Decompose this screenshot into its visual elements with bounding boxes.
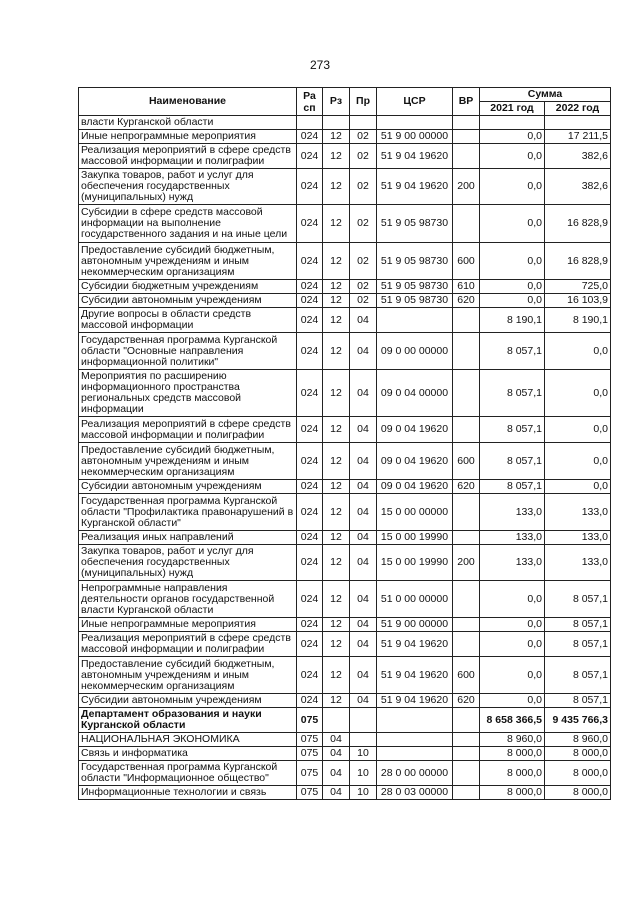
cell-csr: 09 0 00 00000 xyxy=(377,333,453,370)
cell-pr: 04 xyxy=(350,333,377,370)
table-row xyxy=(79,294,611,308)
cell-2022: 725,0 xyxy=(545,280,611,294)
table-row xyxy=(79,169,611,205)
cell-rasp: 024 xyxy=(297,294,323,308)
cell-2022: 0,0 xyxy=(545,333,611,370)
cell-2022: 8 057,1 xyxy=(545,657,611,694)
cell-pr: 04 xyxy=(350,443,377,480)
cell-2022: 16 103,9 xyxy=(545,294,611,308)
cell-name: Закупка товаров, работ и услуг для обеспечения государственных (муниципальных) нужд xyxy=(79,169,297,205)
cell-name: Предоставление субсидий бюджетным, автономным учреждениям и иным некоммерческим организациям xyxy=(79,243,297,280)
cell-2022: 0,0 xyxy=(545,480,611,494)
header-year-2021: 2021 год xyxy=(480,102,545,116)
table-row xyxy=(79,747,611,761)
cell-csr xyxy=(377,733,453,747)
cell-rasp: 024 xyxy=(297,205,323,243)
cell-pr: 02 xyxy=(350,294,377,308)
table-row xyxy=(79,144,611,169)
cell-rasp: 024 xyxy=(297,657,323,694)
cell-rz: 12 xyxy=(323,205,350,243)
cell-csr xyxy=(377,116,453,130)
table-row xyxy=(79,333,611,370)
cell-csr: 51 9 05 98730 xyxy=(377,294,453,308)
cell-pr: 04 xyxy=(350,581,377,618)
cell-rasp: 075 xyxy=(297,708,323,733)
cell-name: Реализация мероприятий в сфере средств массовой информации и полиграфии xyxy=(79,632,297,657)
cell-rasp: 024 xyxy=(297,632,323,657)
cell-2022: 0,0 xyxy=(545,370,611,417)
cell-2022: 133,0 xyxy=(545,545,611,581)
table-row xyxy=(79,657,611,694)
cell-pr xyxy=(350,733,377,747)
cell-rasp: 024 xyxy=(297,280,323,294)
cell-vr: 620 xyxy=(453,694,480,708)
table-row xyxy=(79,581,611,618)
header-name: Наименование xyxy=(79,88,297,116)
cell-2022: 16 828,9 xyxy=(545,243,611,280)
cell-rasp: 024 xyxy=(297,443,323,480)
cell-rz: 04 xyxy=(323,761,350,786)
table-row xyxy=(79,761,611,786)
cell-2021: 8 658 366,5 xyxy=(480,708,545,733)
cell-name: Другие вопросы в области средств массовой информации xyxy=(79,308,297,333)
cell-csr xyxy=(377,308,453,333)
cell-vr: 610 xyxy=(453,280,480,294)
cell-rasp: 024 xyxy=(297,618,323,632)
cell-2022: 0,0 xyxy=(545,417,611,443)
cell-vr xyxy=(453,618,480,632)
cell-2021: 0,0 xyxy=(480,280,545,294)
cell-rz: 12 xyxy=(323,632,350,657)
cell-vr: 620 xyxy=(453,294,480,308)
cell-rasp: 024 xyxy=(297,333,323,370)
cell-vr: 600 xyxy=(453,443,480,480)
table-row xyxy=(79,531,611,545)
cell-2021: 8 057,1 xyxy=(480,443,545,480)
cell-rasp: 075 xyxy=(297,747,323,761)
table-row xyxy=(79,280,611,294)
table-row xyxy=(79,370,611,417)
cell-2021: 8 190,1 xyxy=(480,308,545,333)
cell-rz: 12 xyxy=(323,144,350,169)
cell-2022: 382,6 xyxy=(545,169,611,205)
cell-csr: 51 9 04 19620 xyxy=(377,144,453,169)
cell-pr: 10 xyxy=(350,786,377,800)
cell-2022 xyxy=(545,116,611,130)
header-sum: Сумма xyxy=(480,88,611,102)
cell-rasp: 075 xyxy=(297,733,323,747)
budget-table xyxy=(78,87,611,800)
cell-csr: 51 9 00 00000 xyxy=(377,130,453,144)
cell-csr: 15 0 00 19990 xyxy=(377,545,453,581)
cell-rasp: 024 xyxy=(297,417,323,443)
header-rz: Рз xyxy=(323,88,350,116)
cell-name: Государственная программа Курганской области "Основные направления информационной политики" xyxy=(79,333,297,370)
cell-vr: 200 xyxy=(453,169,480,205)
cell-pr: 04 xyxy=(350,545,377,581)
cell-csr xyxy=(377,747,453,761)
cell-2022: 9 435 766,3 xyxy=(545,708,611,733)
cell-pr: 10 xyxy=(350,761,377,786)
cell-pr: 02 xyxy=(350,280,377,294)
cell-pr: 04 xyxy=(350,618,377,632)
cell-rz: 04 xyxy=(323,786,350,800)
cell-csr: 28 0 00 00000 xyxy=(377,761,453,786)
cell-vr xyxy=(453,531,480,545)
cell-name: Иные непрограммные мероприятия xyxy=(79,618,297,632)
table-row xyxy=(79,733,611,747)
table-row xyxy=(79,443,611,480)
cell-2021: 0,0 xyxy=(480,205,545,243)
cell-2022: 8 960,0 xyxy=(545,733,611,747)
cell-csr: 51 9 04 19620 xyxy=(377,169,453,205)
cell-2021: 8 057,1 xyxy=(480,370,545,417)
cell-rasp: 024 xyxy=(297,370,323,417)
cell-2021: 0,0 xyxy=(480,130,545,144)
cell-vr xyxy=(453,733,480,747)
cell-2022: 8 057,1 xyxy=(545,694,611,708)
cell-rz: 12 xyxy=(323,243,350,280)
cell-rz: 12 xyxy=(323,545,350,581)
cell-2022: 8 057,1 xyxy=(545,632,611,657)
cell-csr: 15 0 00 19990 xyxy=(377,531,453,545)
cell-pr: 02 xyxy=(350,205,377,243)
cell-2022: 8 000,0 xyxy=(545,747,611,761)
cell-name: Реализация мероприятий в сфере средств массовой информации и полиграфии xyxy=(79,417,297,443)
cell-vr xyxy=(453,632,480,657)
cell-rasp: 075 xyxy=(297,786,323,800)
cell-csr: 09 0 04 19620 xyxy=(377,480,453,494)
cell-csr: 09 0 04 00000 xyxy=(377,370,453,417)
header-csr: ЦСР xyxy=(377,88,453,116)
cell-rz: 12 xyxy=(323,694,350,708)
cell-rasp: 024 xyxy=(297,531,323,545)
cell-vr: 200 xyxy=(453,545,480,581)
cell-2021: 0,0 xyxy=(480,581,545,618)
cell-rz: 12 xyxy=(323,308,350,333)
cell-csr xyxy=(377,708,453,733)
cell-rz: 12 xyxy=(323,294,350,308)
cell-pr: 04 xyxy=(350,370,377,417)
cell-2021: 8 000,0 xyxy=(480,761,545,786)
cell-2021: 8 960,0 xyxy=(480,733,545,747)
table-row xyxy=(79,618,611,632)
cell-rasp: 024 xyxy=(297,243,323,280)
cell-pr: 02 xyxy=(350,169,377,205)
cell-rasp: 024 xyxy=(297,545,323,581)
page-number: 273 xyxy=(309,58,331,72)
cell-rasp: 075 xyxy=(297,761,323,786)
cell-2022: 382,6 xyxy=(545,144,611,169)
cell-vr xyxy=(453,747,480,761)
cell-vr xyxy=(453,494,480,531)
cell-2021: 0,0 xyxy=(480,694,545,708)
cell-vr xyxy=(453,333,480,370)
table-row xyxy=(79,417,611,443)
cell-rasp: 024 xyxy=(297,169,323,205)
cell-name: Субсидии автономным учреждениям xyxy=(79,294,297,308)
cell-csr: 51 0 00 00000 xyxy=(377,581,453,618)
table-row xyxy=(79,480,611,494)
cell-rz: 12 xyxy=(323,333,350,370)
cell-vr xyxy=(453,761,480,786)
cell-2021: 0,0 xyxy=(480,657,545,694)
cell-2021: 133,0 xyxy=(480,531,545,545)
table-row xyxy=(79,494,611,531)
cell-2022: 17 211,5 xyxy=(545,130,611,144)
cell-pr: 04 xyxy=(350,531,377,545)
cell-csr: 51 9 05 98730 xyxy=(377,205,453,243)
cell-2022: 133,0 xyxy=(545,531,611,545)
table-row xyxy=(79,632,611,657)
cell-vr xyxy=(453,417,480,443)
table-row xyxy=(79,116,611,130)
cell-name: Информационные технологии и связь xyxy=(79,786,297,800)
cell-rz: 04 xyxy=(323,747,350,761)
cell-rz xyxy=(323,708,350,733)
cell-pr: 02 xyxy=(350,243,377,280)
cell-name: Государственная программа Курганской области "Информационное общество" xyxy=(79,761,297,786)
cell-rz: 12 xyxy=(323,494,350,531)
cell-vr xyxy=(453,116,480,130)
cell-2021 xyxy=(480,116,545,130)
cell-csr: 51 9 00 00000 xyxy=(377,618,453,632)
cell-pr xyxy=(350,708,377,733)
cell-rz: 12 xyxy=(323,169,350,205)
cell-vr xyxy=(453,581,480,618)
cell-vr xyxy=(453,308,480,333)
cell-name: Предоставление субсидий бюджетным, автономным учреждениям и иным некоммерческим организациям xyxy=(79,443,297,480)
cell-vr: 620 xyxy=(453,480,480,494)
cell-rz: 12 xyxy=(323,370,350,417)
cell-pr xyxy=(350,116,377,130)
cell-rasp: 024 xyxy=(297,308,323,333)
table-row xyxy=(79,130,611,144)
cell-rz: 12 xyxy=(323,581,350,618)
cell-pr: 04 xyxy=(350,417,377,443)
cell-csr: 28 0 03 00000 xyxy=(377,786,453,800)
cell-name: власти Курганской области xyxy=(79,116,297,130)
cell-rz: 12 xyxy=(323,618,350,632)
cell-pr: 04 xyxy=(350,657,377,694)
cell-2021: 8 057,1 xyxy=(480,480,545,494)
cell-name: Мероприятия по расширению информационного пространства региональных средств массовой информации xyxy=(79,370,297,417)
cell-2022: 16 828,9 xyxy=(545,205,611,243)
cell-rasp: 024 xyxy=(297,581,323,618)
cell-pr: 04 xyxy=(350,694,377,708)
cell-csr: 09 0 04 19620 xyxy=(377,417,453,443)
cell-pr: 10 xyxy=(350,747,377,761)
cell-vr xyxy=(453,144,480,169)
cell-2021: 0,0 xyxy=(480,169,545,205)
table-row xyxy=(79,243,611,280)
cell-name: Субсидии автономным учреждениям xyxy=(79,480,297,494)
cell-name: Иные непрограммные мероприятия xyxy=(79,130,297,144)
cell-pr: 04 xyxy=(350,632,377,657)
cell-pr: 02 xyxy=(350,130,377,144)
cell-name: Реализация иных направлений xyxy=(79,531,297,545)
cell-vr xyxy=(453,708,480,733)
cell-vr xyxy=(453,130,480,144)
table-row xyxy=(79,308,611,333)
header-rasp: Ра сп xyxy=(297,88,323,116)
cell-2021: 8 000,0 xyxy=(480,747,545,761)
cell-2021: 8 057,1 xyxy=(480,333,545,370)
cell-vr xyxy=(453,205,480,243)
cell-rz: 12 xyxy=(323,531,350,545)
cell-2021: 133,0 xyxy=(480,545,545,581)
cell-csr: 51 9 04 19620 xyxy=(377,657,453,694)
cell-csr: 15 0 00 00000 xyxy=(377,494,453,531)
cell-csr: 51 9 05 98730 xyxy=(377,243,453,280)
cell-vr: 600 xyxy=(453,243,480,280)
header-pr: Пр xyxy=(350,88,377,116)
cell-csr: 51 9 04 19620 xyxy=(377,632,453,657)
cell-2022: 8 190,1 xyxy=(545,308,611,333)
cell-2022: 8 057,1 xyxy=(545,581,611,618)
cell-rasp: 024 xyxy=(297,130,323,144)
cell-csr: 51 9 05 98730 xyxy=(377,280,453,294)
cell-name: Субсидии в сфере средств массовой информации на выполнение государственного задания и на иные цели xyxy=(79,205,297,243)
cell-2022: 8 000,0 xyxy=(545,786,611,800)
cell-2022: 133,0 xyxy=(545,494,611,531)
cell-rz xyxy=(323,116,350,130)
header-vr: ВР xyxy=(453,88,480,116)
cell-csr: 09 0 04 19620 xyxy=(377,443,453,480)
cell-name: Реализация мероприятий в сфере средств массовой информации и полиграфии xyxy=(79,144,297,169)
cell-rz: 12 xyxy=(323,417,350,443)
cell-2021: 0,0 xyxy=(480,243,545,280)
cell-name: Закупка товаров, работ и услуг для обеспечения государственных (муниципальных) нужд xyxy=(79,545,297,581)
cell-pr: 04 xyxy=(350,494,377,531)
cell-pr: 04 xyxy=(350,480,377,494)
cell-2021: 0,0 xyxy=(480,294,545,308)
cell-csr: 51 9 04 19620 xyxy=(377,694,453,708)
cell-rz: 04 xyxy=(323,733,350,747)
cell-vr xyxy=(453,786,480,800)
cell-2022: 0,0 xyxy=(545,443,611,480)
cell-vr xyxy=(453,370,480,417)
table-row xyxy=(79,694,611,708)
cell-2021: 0,0 xyxy=(480,618,545,632)
cell-name: НАЦИОНАЛЬНАЯ ЭКОНОМИКА xyxy=(79,733,297,747)
cell-rz: 12 xyxy=(323,657,350,694)
cell-name: Субсидии автономным учреждениям xyxy=(79,694,297,708)
cell-2021: 8 057,1 xyxy=(480,417,545,443)
cell-vr: 600 xyxy=(453,657,480,694)
cell-2021: 133,0 xyxy=(480,494,545,531)
table-row xyxy=(79,708,611,733)
cell-rasp: 024 xyxy=(297,480,323,494)
cell-2022: 8 057,1 xyxy=(545,618,611,632)
cell-2021: 8 000,0 xyxy=(480,786,545,800)
table-row xyxy=(79,205,611,243)
cell-rasp: 024 xyxy=(297,694,323,708)
cell-name: Связь и информатика xyxy=(79,747,297,761)
cell-2021: 0,0 xyxy=(480,632,545,657)
cell-name: Государственная программа Курганской области "Профилактика правонарушений в Курганской области" xyxy=(79,494,297,531)
cell-name: Департамент образования и науки Курганской области xyxy=(79,708,297,733)
cell-rasp: 024 xyxy=(297,494,323,531)
cell-pr: 04 xyxy=(350,308,377,333)
cell-rasp: 024 xyxy=(297,144,323,169)
table-row xyxy=(79,786,611,800)
cell-2022: 8 000,0 xyxy=(545,761,611,786)
cell-rasp xyxy=(297,116,323,130)
cell-rz: 12 xyxy=(323,480,350,494)
cell-name: Непрограммные направления деятельности органов государственной власти Курганской области xyxy=(79,581,297,618)
header-year-2022: 2022 год xyxy=(545,102,611,116)
cell-2021: 0,0 xyxy=(480,144,545,169)
cell-rz: 12 xyxy=(323,280,350,294)
cell-rz: 12 xyxy=(323,443,350,480)
cell-pr: 02 xyxy=(350,144,377,169)
cell-name: Субсидии бюджетным учреждениям xyxy=(79,280,297,294)
cell-name: Предоставление субсидий бюджетным, автономным учреждениям и иным некоммерческим организациям xyxy=(79,657,297,694)
table-row xyxy=(79,545,611,581)
table-body xyxy=(79,116,611,800)
cell-rz: 12 xyxy=(323,130,350,144)
